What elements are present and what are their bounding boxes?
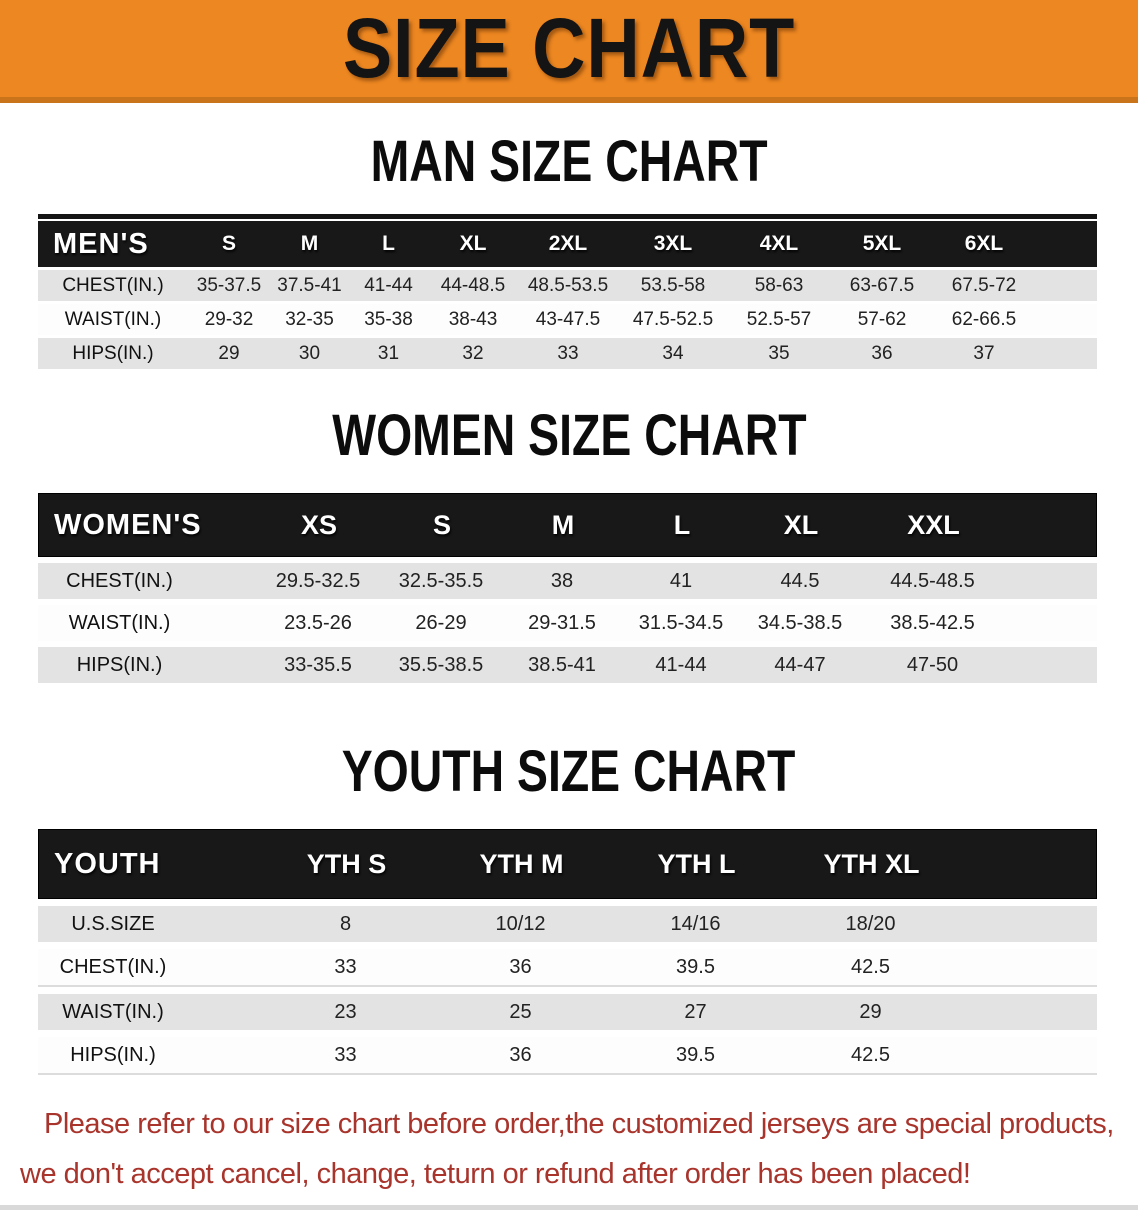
table-cell: 34: [662, 342, 684, 364]
bottom-divider: [0, 1205, 1138, 1210]
table-cell: 23: [334, 1000, 357, 1023]
men-heading-text: MAN SIZE CHART: [370, 129, 768, 194]
disclaimer-line-2: we don't accept cancel, change, teturn or refund after order has been placed!: [20, 1158, 971, 1190]
table-cell: 14/16: [670, 912, 721, 935]
disclaimer: [0, 1099, 1138, 1199]
table-cell: 33: [334, 1043, 357, 1066]
table-cell: 33: [334, 955, 357, 978]
table-cell: 35-38: [364, 308, 413, 330]
youth-size-table: [38, 829, 1097, 1075]
table-row: [38, 647, 1097, 683]
table-cell: 42.5: [851, 955, 890, 978]
table-cell: 44-47: [774, 653, 826, 676]
table-cell: 31: [377, 342, 400, 364]
size-column-header: XL: [783, 509, 819, 540]
table-cell: 38.5-42.5: [890, 611, 975, 634]
table-cell: 44.5: [780, 569, 820, 592]
table-cell: 47.5-52.5: [632, 308, 714, 330]
size-column-header: 4XL: [759, 232, 799, 255]
size-column-header: 2XL: [548, 232, 588, 255]
table-cell: 36: [509, 955, 532, 978]
size-column-header: 6XL: [964, 232, 1004, 255]
banner-title: SIZE CHART: [342, 1, 796, 95]
disclaimer-line-1: Please refer to our size chart before order,the customized jerseys are special products,: [44, 1108, 1114, 1140]
table-cell: 23.5-26: [284, 611, 352, 634]
row-label: HIPS(IN.): [72, 342, 154, 364]
youth-section-heading: [0, 738, 1138, 805]
size-column-header: XXL: [907, 509, 960, 540]
table-cell: 10/12: [495, 912, 546, 935]
table-cell: 67.5-72: [951, 274, 1017, 296]
youth-heading-text: YOUTH SIZE CHART: [342, 739, 796, 804]
men-table-title: MEN'S: [53, 227, 149, 260]
row-label: CHEST(IN.): [66, 569, 173, 592]
table-cell: 33: [557, 342, 579, 364]
table-cell: 32.5-35.5: [398, 569, 484, 592]
women-table-title: WOMEN'S: [54, 508, 202, 541]
table-cell: 62-66.5: [951, 308, 1017, 330]
table-cell: 41-44: [364, 274, 413, 296]
size-column-header: M: [551, 509, 575, 540]
size-column-header: S: [221, 232, 236, 255]
size-column-header: L: [382, 232, 395, 255]
table-cell: 30: [298, 342, 321, 364]
table-row: [38, 906, 1097, 942]
table-cell: 29-31.5: [528, 611, 596, 634]
size-column-header: 5XL: [862, 232, 902, 255]
table-row: [38, 1037, 1097, 1075]
table-cell: 38-43: [448, 308, 498, 330]
table-cell: 36: [509, 1043, 532, 1066]
table-cell: 18/20: [845, 912, 896, 935]
women-table-header-row: [38, 493, 1097, 557]
table-cell: 39.5: [676, 955, 715, 978]
size-column-header: YTH S: [306, 848, 387, 879]
table-cell: 37: [973, 342, 995, 364]
table-row: [38, 605, 1097, 641]
table-cell: 41-44: [655, 653, 707, 676]
size-column-header: YTH L: [657, 848, 736, 879]
table-row: [38, 949, 1097, 987]
table-cell: 44-48.5: [440, 274, 506, 296]
table-cell: 29.5-32.5: [275, 569, 361, 592]
table-cell: 38.5-41: [528, 653, 596, 676]
banner: [0, 0, 1138, 103]
table-cell: 34.5-38.5: [757, 611, 843, 634]
table-cell: 25: [509, 1000, 532, 1023]
row-label: HIPS(IN.): [76, 653, 163, 676]
table-row: [38, 270, 1097, 301]
men-table-top-border: [38, 214, 1097, 219]
size-column-header: XS: [300, 509, 338, 540]
table-cell: 31.5-34.5: [638, 611, 724, 634]
size-column-header: 3XL: [653, 232, 693, 255]
table-cell: 47-50: [906, 653, 959, 676]
table-cell: 33-35.5: [284, 653, 352, 676]
table-cell: 58-63: [754, 274, 804, 296]
table-cell: 41: [669, 569, 693, 592]
table-cell: 26-29: [415, 611, 467, 634]
table-cell: 35.5-38.5: [398, 653, 484, 676]
size-column-header: YTH M: [479, 848, 564, 879]
youth-table-title: YOUTH: [54, 847, 161, 880]
size-column-header: XL: [459, 232, 487, 255]
table-cell: 48.5-53.5: [527, 274, 609, 296]
table-row: [38, 338, 1097, 369]
table-row: [38, 304, 1097, 335]
row-label: WAIST(IN.): [64, 308, 162, 330]
table-cell: 27: [684, 1000, 707, 1023]
table-cell: 29: [859, 1000, 882, 1023]
size-column-header: S: [432, 509, 451, 540]
women-section-heading: [0, 402, 1138, 469]
table-cell: 32-35: [285, 308, 334, 330]
women-size-table: [38, 493, 1097, 683]
table-cell: 43-47.5: [535, 308, 601, 330]
women-heading-text: WOMEN SIZE CHART: [331, 403, 807, 468]
table-row: [38, 994, 1097, 1030]
row-label: CHEST(IN.): [62, 274, 164, 296]
table-cell: 36: [871, 342, 893, 364]
table-cell: 29-32: [204, 308, 254, 330]
row-label: WAIST(IN.): [68, 611, 171, 634]
table-cell: 53.5-58: [640, 274, 706, 296]
table-cell: 39.5: [676, 1043, 715, 1066]
men-size-table: [38, 214, 1097, 369]
table-cell: 57-62: [857, 308, 907, 330]
row-label: CHEST(IN.): [59, 955, 167, 978]
table-cell: 37.5-41: [277, 274, 342, 296]
youth-table-header-row: [38, 829, 1097, 899]
table-cell: 38: [550, 569, 574, 592]
size-column-header: M: [300, 232, 319, 255]
row-label: WAIST(IN.): [62, 1000, 164, 1023]
row-label: U.S.SIZE: [71, 912, 155, 935]
table-cell: 42.5: [851, 1043, 890, 1066]
table-row: [38, 563, 1097, 599]
table-cell: 63-67.5: [849, 274, 915, 296]
table-cell: 29: [218, 342, 240, 364]
size-column-header: YTH XL: [823, 848, 920, 879]
table-cell: 44.5-48.5: [890, 569, 975, 592]
table-cell: 35-37.5: [196, 274, 262, 296]
table-cell: 32: [462, 342, 484, 364]
size-column-header: L: [673, 509, 691, 540]
row-label: HIPS(IN.): [70, 1043, 156, 1066]
men-table-header-row: [38, 221, 1097, 267]
table-cell: 52.5-57: [746, 308, 812, 330]
table-cell: 8: [339, 912, 352, 935]
men-section-heading: [0, 128, 1138, 195]
table-cell: 35: [768, 342, 790, 364]
